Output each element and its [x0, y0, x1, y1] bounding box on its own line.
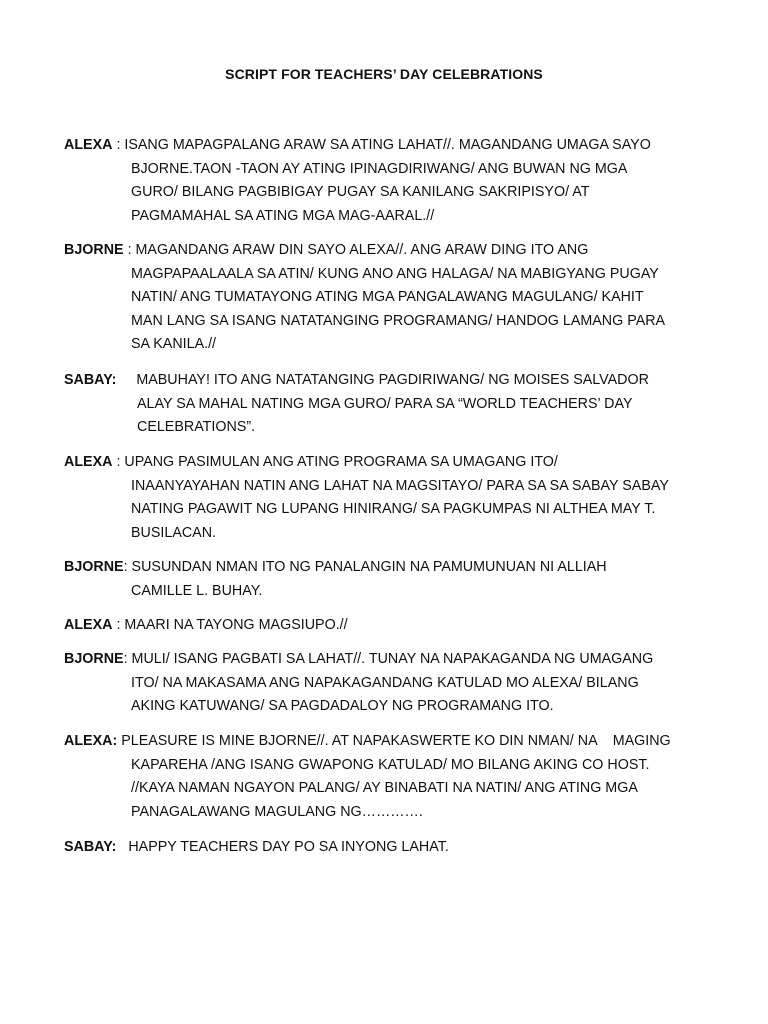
entry-first-line: [64, 134, 714, 158]
speaker-separator: :: [123, 559, 132, 575]
dialogue-continuation-line: NATING PAGAWIT NG LUPANG HINIRANG/ SA PAGKUMPAS NI ALTHEA MAY T.: [131, 501, 656, 517]
dialogue-text: PLEASURE IS MINE BJORNE//. AT NAPAKASWERTE KO DIN NMAN/ NA MAGING: [121, 733, 671, 749]
dialogue-continuation-line: //KAYA NAMAN NGAYON PALANG/ AY BINABATI NA NATIN/ ANG ATING MGA: [131, 780, 638, 796]
dialogue-continuation-line: CELEBRATIONS”.: [137, 419, 256, 435]
speaker-separator: :: [123, 242, 136, 258]
script-entry: [64, 451, 714, 545]
speaker-label: ALEXA:: [64, 733, 118, 749]
speaker-label: ALEXA: [64, 454, 113, 470]
entry-first-line: [64, 239, 714, 263]
document-title: SCRIPT FOR TEACHERS’ DAY CELEBRATIONS: [225, 66, 543, 82]
dialogue-text: MAGANDANG ARAW DIN SAYO ALEXA//. ANG ARAW DING ITO ANG: [135, 242, 589, 258]
entry-first-line: [64, 836, 714, 860]
script-entry: [64, 369, 714, 440]
dialogue-text: SUSUNDAN NMAN ITO NG PANALANGIN NA PAMUMUNUAN NI ALLIAH: [131, 559, 607, 575]
dialogue-text: MAARI NA TAYONG MAGSIUPO.//: [124, 617, 348, 633]
speaker-separator: :: [112, 137, 125, 153]
speaker-label: BJORNE: [64, 242, 124, 258]
dialogue-continuation-line: PANAGALAWANG MAGULANG NG………….: [131, 803, 423, 820]
speaker-label: BJORNE: [64, 651, 124, 667]
dialogue-continuation-line: MAN LANG SA ISANG NATATANGING PROGRAMANG/ HANDOG LAMANG PARA: [131, 312, 666, 329]
script-entry: [64, 134, 714, 228]
entry-first-line: [64, 614, 714, 638]
speaker-label: SABAY:: [64, 372, 117, 388]
dialogue-continuation-line: GURO/ BILANG PAGBIBIGAY PUGAY SA KANILANG SAKRIPISYO/ AT: [131, 184, 590, 200]
dialogue-text: UPANG PASIMULAN ANG ATING PROGRAMA SA UMAGANG ITO/: [124, 454, 558, 470]
speaker-separator: :: [112, 454, 125, 470]
script-entry: [64, 239, 714, 357]
entry-first-line: [64, 451, 714, 475]
speaker-separator: [116, 839, 128, 855]
dialogue-continuation-line: KAPAREHA /ANG ISANG GWAPONG KATULAD/ MO BILANG AKING CO HOST.: [131, 756, 650, 773]
dialogue-text: MULI/ ISANG PAGBATI SA LAHAT//. TUNAY NA NAPAKAGANDA NG UMAGANG: [131, 651, 654, 667]
dialogue-continuation-line: BJORNE.TAON -TAON AY ATING IPINAGDIRIWANG/ ANG BUWAN NG MGA: [131, 160, 628, 177]
dialogue-continuation-line: ALAY SA MAHAL NATING MGA GURO/ PARA SA “WORLD TEACHERS’ DAY: [137, 395, 633, 412]
script-entry: [64, 836, 714, 860]
script-entry: [64, 730, 714, 824]
script-entry: [64, 648, 714, 719]
dialogue-continuation-line: PAGMAMAHAL SA ATING MGA MAG-AARAL.//: [131, 207, 435, 224]
speaker-label: SABAY:: [64, 839, 117, 855]
dialogue-continuation-line: ITO/ NA MAKASAMA ANG NAPAKAGANDANG KATULAD MO ALEXA/ BILANG: [131, 674, 639, 691]
speaker-label: BJORNE: [64, 559, 124, 575]
dialogue-continuation-line: BUSILACAN.: [131, 524, 217, 541]
dialogue-continuation-line: AKING KATUWANG/ SA PAGDADALOY NG PROGRAMANG ITO.: [131, 698, 554, 714]
script-entry: [64, 556, 714, 603]
entry-first-line: [64, 369, 714, 393]
speaker-separator: :: [112, 617, 125, 633]
speaker-separator: [116, 372, 136, 388]
speaker-label: ALEXA: [64, 617, 113, 633]
dialogue-continuation-line: CAMILLE L. BUHAY.: [131, 582, 263, 599]
entry-first-line: [64, 556, 714, 580]
speaker-separator: :: [123, 651, 132, 667]
script-entry: [64, 614, 714, 638]
dialogue-continuation-line: SA KANILA.//: [131, 336, 217, 352]
dialogue-continuation-line: NATIN/ ANG TUMATAYONG ATING MGA PANGALAWANG MAGULANG/ KAHIT: [131, 289, 644, 305]
speaker-label: ALEXA: [64, 137, 113, 153]
dialogue-continuation-line: MAGPAPAALAALA SA ATIN/ KUNG ANO ANG HALAGA/ NA MABIGYANG PUGAY: [131, 265, 659, 282]
entry-first-line: [64, 648, 714, 672]
dialogue-text: HAPPY TEACHERS DAY PO SA INYONG LAHAT.: [128, 839, 449, 855]
dialogue-text: MABUHAY! ITO ANG NATATANGING PAGDIRIWANG/ NG MOISES SALVADOR: [136, 372, 649, 388]
entry-first-line: [64, 730, 714, 754]
dialogue-continuation-line: INAANYAYAHAN NATIN ANG LAHAT NA MAGSITAYO/ PARA SA SA SABAY SABAY: [131, 477, 669, 494]
dialogue-text: ISANG MAPAGPALANG ARAW SA ATING LAHAT//. MAGANDANG UMAGA SAYO: [124, 137, 651, 153]
